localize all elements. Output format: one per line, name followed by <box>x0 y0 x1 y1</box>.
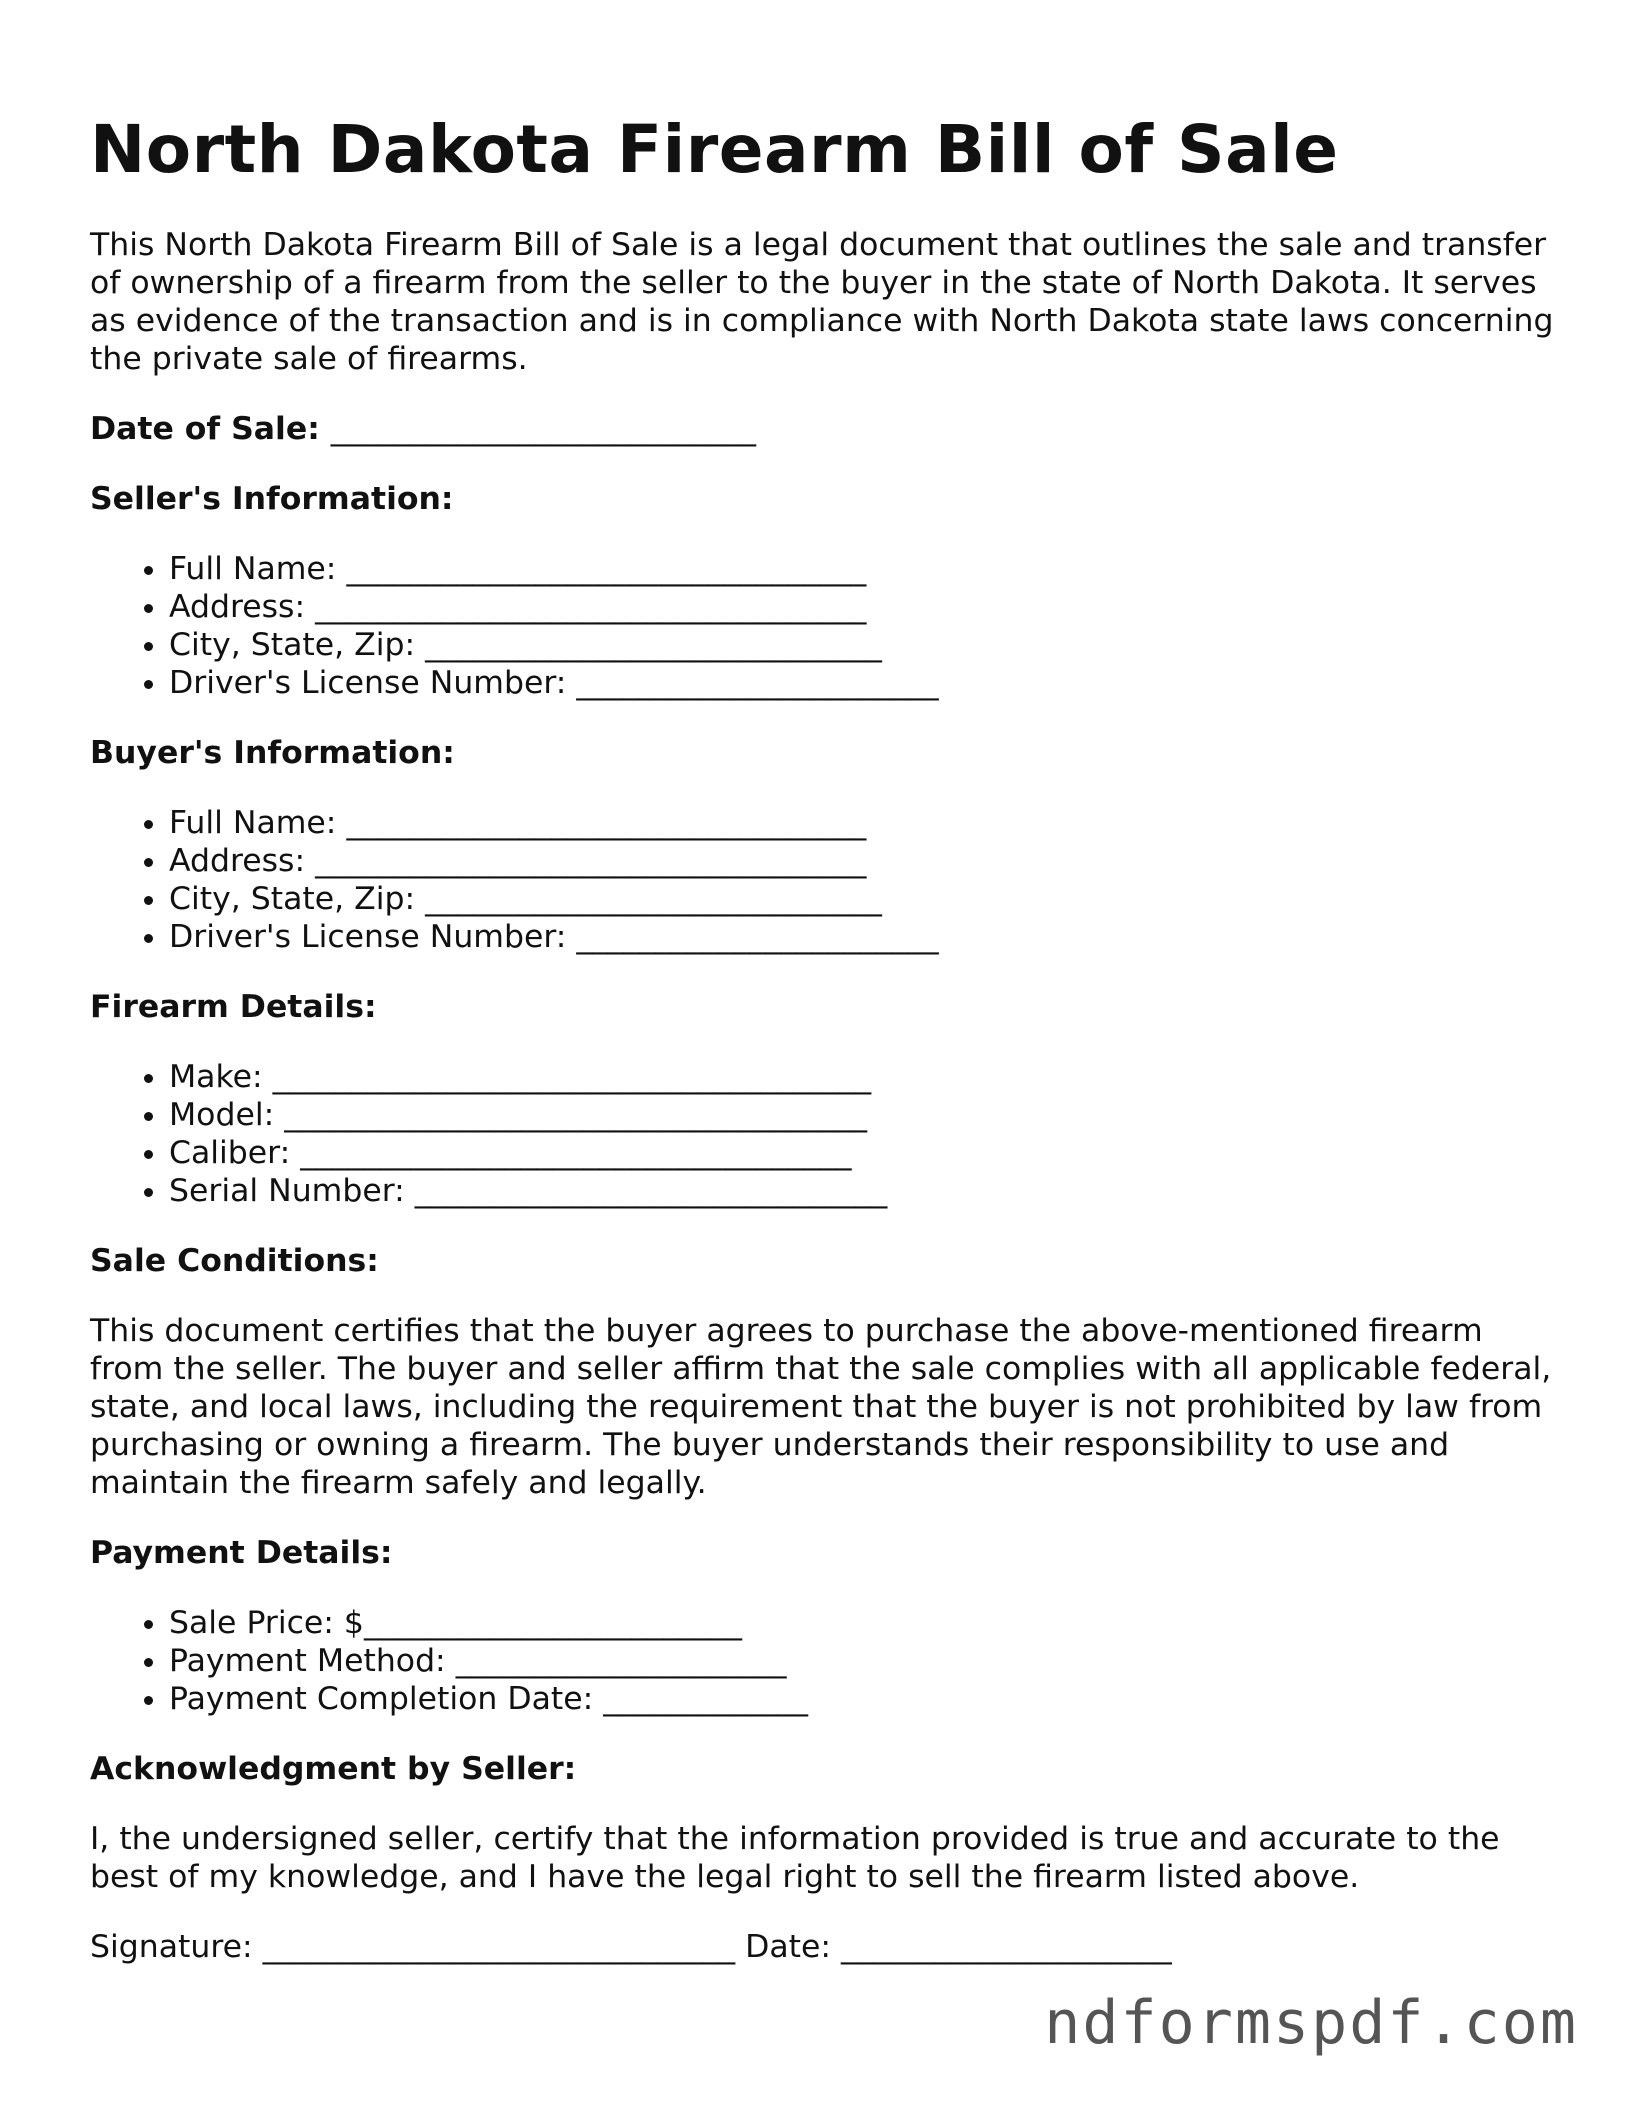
field-blank: _____________________________ <box>425 627 882 663</box>
field-label: Caliber: <box>169 1135 301 1171</box>
field-label: Model: <box>169 1097 285 1133</box>
date-of-sale-label: Date of Sale: <box>90 411 331 447</box>
field-blank: _____________________________________ <box>284 1097 867 1133</box>
document-title: North Dakota Firearm Bill of Sale <box>90 111 1339 188</box>
seller-heading: Seller's Information: <box>90 481 454 517</box>
conditions-heading: Sale Conditions: <box>90 1243 379 1279</box>
field-label: Make: <box>169 1059 273 1095</box>
field-label: Driver's License Number: <box>169 919 577 955</box>
buyer-city-state-zip <box>169 880 1560 918</box>
acknowledgment-heading: Acknowledgment by Seller: <box>90 1751 577 1787</box>
signature-date-label: Date: <box>735 1929 842 1965</box>
firearm-caliber <box>169 1134 1560 1172</box>
field-blank: ______________________________ <box>414 1173 888 1209</box>
payment-completion-date <box>169 1680 1560 1718</box>
signature-row <box>90 1928 1560 1966</box>
buyer-heading: Buyer's Information: <box>90 735 455 771</box>
payment-method <box>169 1642 1560 1680</box>
watermark-text: ndformspdf.com <box>1044 1988 1578 2058</box>
field-label: Driver's License Number: <box>169 665 577 701</box>
field-label: City, State, Zip: <box>169 627 426 663</box>
signature-date-blank: _____________________ <box>841 1929 1172 1965</box>
acknowledgment-paragraph: I, the undersigned seller, certify that the information provided is true and accurate to the best of my knowledge, and I have the legal right to sell the firearm listed above. <box>90 1821 1500 1895</box>
firearm-serial-number <box>169 1172 1560 1210</box>
seller-city-state-zip <box>169 626 1560 664</box>
field-label: Full Name: <box>169 551 347 587</box>
field-blank: _______________________ <box>576 919 939 955</box>
seller-list <box>90 550 1560 702</box>
seller-full-name <box>169 550 1560 588</box>
date-of-sale-blank: ___________________________ <box>330 411 757 447</box>
field-label: City, State, Zip: <box>169 881 426 917</box>
field-blank: _____________________ <box>455 1643 787 1679</box>
field-blank: ___________________________________ <box>315 843 867 879</box>
payment-list <box>90 1604 1560 1718</box>
field-blank: ______________________________________ <box>272 1059 872 1095</box>
field-blank: ________________________ <box>363 1605 742 1641</box>
buyer-address <box>169 842 1560 880</box>
field-blank: ___________________________________ <box>315 589 867 625</box>
field-label: Sale Price: $ <box>169 1605 364 1641</box>
field-blank: _________________________________ <box>346 551 867 587</box>
field-label: Serial Number: <box>169 1173 415 1209</box>
firearm-heading: Firearm Details: <box>90 989 377 1025</box>
firearm-model <box>169 1096 1560 1134</box>
field-blank: ___________________________________ <box>300 1135 852 1171</box>
field-blank: _____________ <box>603 1681 809 1717</box>
field-label: Payment Completion Date: <box>169 1681 604 1717</box>
firearm-make <box>169 1058 1560 1096</box>
conditions-paragraph: This document certifies that the buyer agrees to purchase the above-mentioned firearm from the seller. The buyer and seller affirm that the sale complies with all applicable federal, state, and local laws, including the requirement that the buyer is not prohibited by law from purchasing or owning a firearm. The buyer understands their responsibility to use and maintain the firearm safely and legally. <box>90 1313 1552 1501</box>
intro-paragraph: This North Dakota Firearm Bill of Sale is a legal document that outlines the sale and transfer of ownership of a firearm from the seller to the buyer in the state of North Dakota. It serves as evidence of the transaction and is in compliance with North Dakota state laws concerning the private sale of firearms. <box>90 227 1554 377</box>
signature-blank: ______________________________ <box>262 1929 736 1965</box>
buyer-list <box>90 804 1560 956</box>
payment-heading: Payment Details: <box>90 1535 393 1571</box>
document-page <box>90 110 1560 1966</box>
field-blank: _______________________ <box>576 665 939 701</box>
signature-label: Signature: <box>90 1929 263 1965</box>
field-blank: _____________________________ <box>425 881 882 917</box>
payment-sale-price <box>169 1604 1560 1642</box>
field-blank: _________________________________ <box>346 805 867 841</box>
firearm-list <box>90 1058 1560 1210</box>
field-label: Address: <box>169 843 316 879</box>
seller-address <box>169 588 1560 626</box>
date-of-sale-line <box>90 410 1560 448</box>
field-label: Full Name: <box>169 805 347 841</box>
field-label: Address: <box>169 589 316 625</box>
buyer-full-name <box>169 804 1560 842</box>
buyer-license <box>169 918 1560 956</box>
field-label: Payment Method: <box>169 1643 456 1679</box>
seller-license <box>169 664 1560 702</box>
